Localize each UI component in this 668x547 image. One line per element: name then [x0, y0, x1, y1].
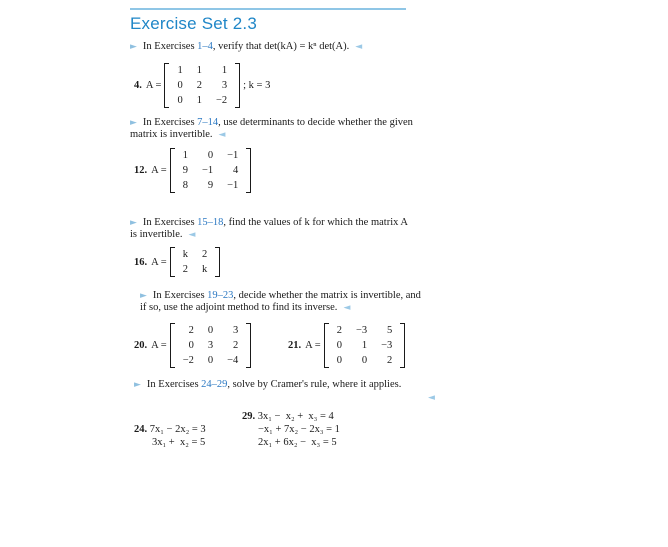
problem-29: 29. 3x₁ − x₂ + x₃ = 4 [242, 411, 334, 422]
instruction-19-23: ► In Exercises 19–23, decide whether the matrix is invertible, and [140, 290, 421, 301]
matrix-21: 2 −3 5 0 1 −3 0 0 2 [324, 323, 406, 368]
arrow-right-icon: ► [134, 380, 141, 390]
back-arrow-icon[interactable]: ◄ [188, 230, 196, 240]
matrix-4: 1 1 1 0 2 3 0 1 −2 [164, 63, 240, 108]
back-arrow-icon[interactable]: ◄ [355, 42, 363, 52]
problem-16: 16. A = k 2 2 k [134, 247, 223, 277]
exercise-link-1-4[interactable]: 1–4 [197, 41, 213, 52]
instruction-1-4: ► In Exercises 1–4, verify that det(kA) = kⁿ det(A). ◄ [130, 41, 363, 52]
instruction-15-18-cont: is invertible. ◄ [130, 229, 196, 240]
problem-20: 20. A = 2 0 3 0 3 2 −2 0 −4 [134, 323, 254, 368]
matrix-20: 2 0 3 0 3 2 −2 0 −4 [170, 323, 252, 368]
instruction-7-14-cont: matrix is invertible. ◄ [130, 129, 226, 140]
exercise-link-7-14[interactable]: 7–14 [197, 117, 219, 128]
back-arrow-icon[interactable]: ◄ [218, 130, 226, 140]
title-rule [130, 8, 406, 10]
back-arrow-icon[interactable]: ◄ [343, 303, 351, 313]
exercise-link-19-23[interactable]: 19–23 [207, 290, 234, 301]
instruction-19-23-cont: if so, use the adjoint method to find its inverse. ◄ [140, 302, 351, 313]
instruction-15-18: ► In Exercises 15–18, find the values of k for which the matrix A [130, 217, 408, 228]
arrow-right-icon: ► [130, 118, 137, 128]
problem-29-line-2: −x₁ + 7x₂ − 2x₃ = 1 [258, 424, 340, 435]
problem-29-line-3: 2x₁ + 6x₂ − x₃ = 5 [258, 437, 337, 448]
matrix-12: 1 0 −1 9 −1 4 8 9 −1 [170, 148, 252, 193]
matrix-16: k 2 2 k [170, 247, 221, 277]
instruction-7-14: ► In Exercises 7–14, use determinants to decide whether the given [130, 117, 413, 128]
exercise-link-24-29[interactable]: 24–29 [201, 379, 228, 390]
problem-12: 12. A = 1 0 −1 9 −1 4 8 9 −1 [134, 148, 254, 193]
problem-24-line-2: 3x₁ + x₂ = 5 [152, 437, 206, 448]
problem-24: 24. 7x₁ − 2x₂ = 3 [134, 424, 206, 435]
arrow-right-icon: ► [130, 42, 137, 52]
problem-21: 21. A = 2 −3 5 0 1 −3 0 0 2 [288, 323, 408, 368]
problem-4: 4. A = 1 1 1 0 2 3 0 1 −2 ; k = 3 [134, 65, 271, 106]
exercise-link-15-18[interactable]: 15–18 [197, 217, 224, 228]
arrow-right-icon: ► [130, 218, 137, 228]
page-title: Exercise Set 2.3 [130, 14, 257, 33]
arrow-right-icon: ► [140, 291, 147, 301]
back-arrow-icon[interactable]: ◄ [428, 393, 435, 403]
instruction-24-29: ► In Exercises 24–29, solve by Cramer's rule, where it applies. [134, 379, 402, 390]
